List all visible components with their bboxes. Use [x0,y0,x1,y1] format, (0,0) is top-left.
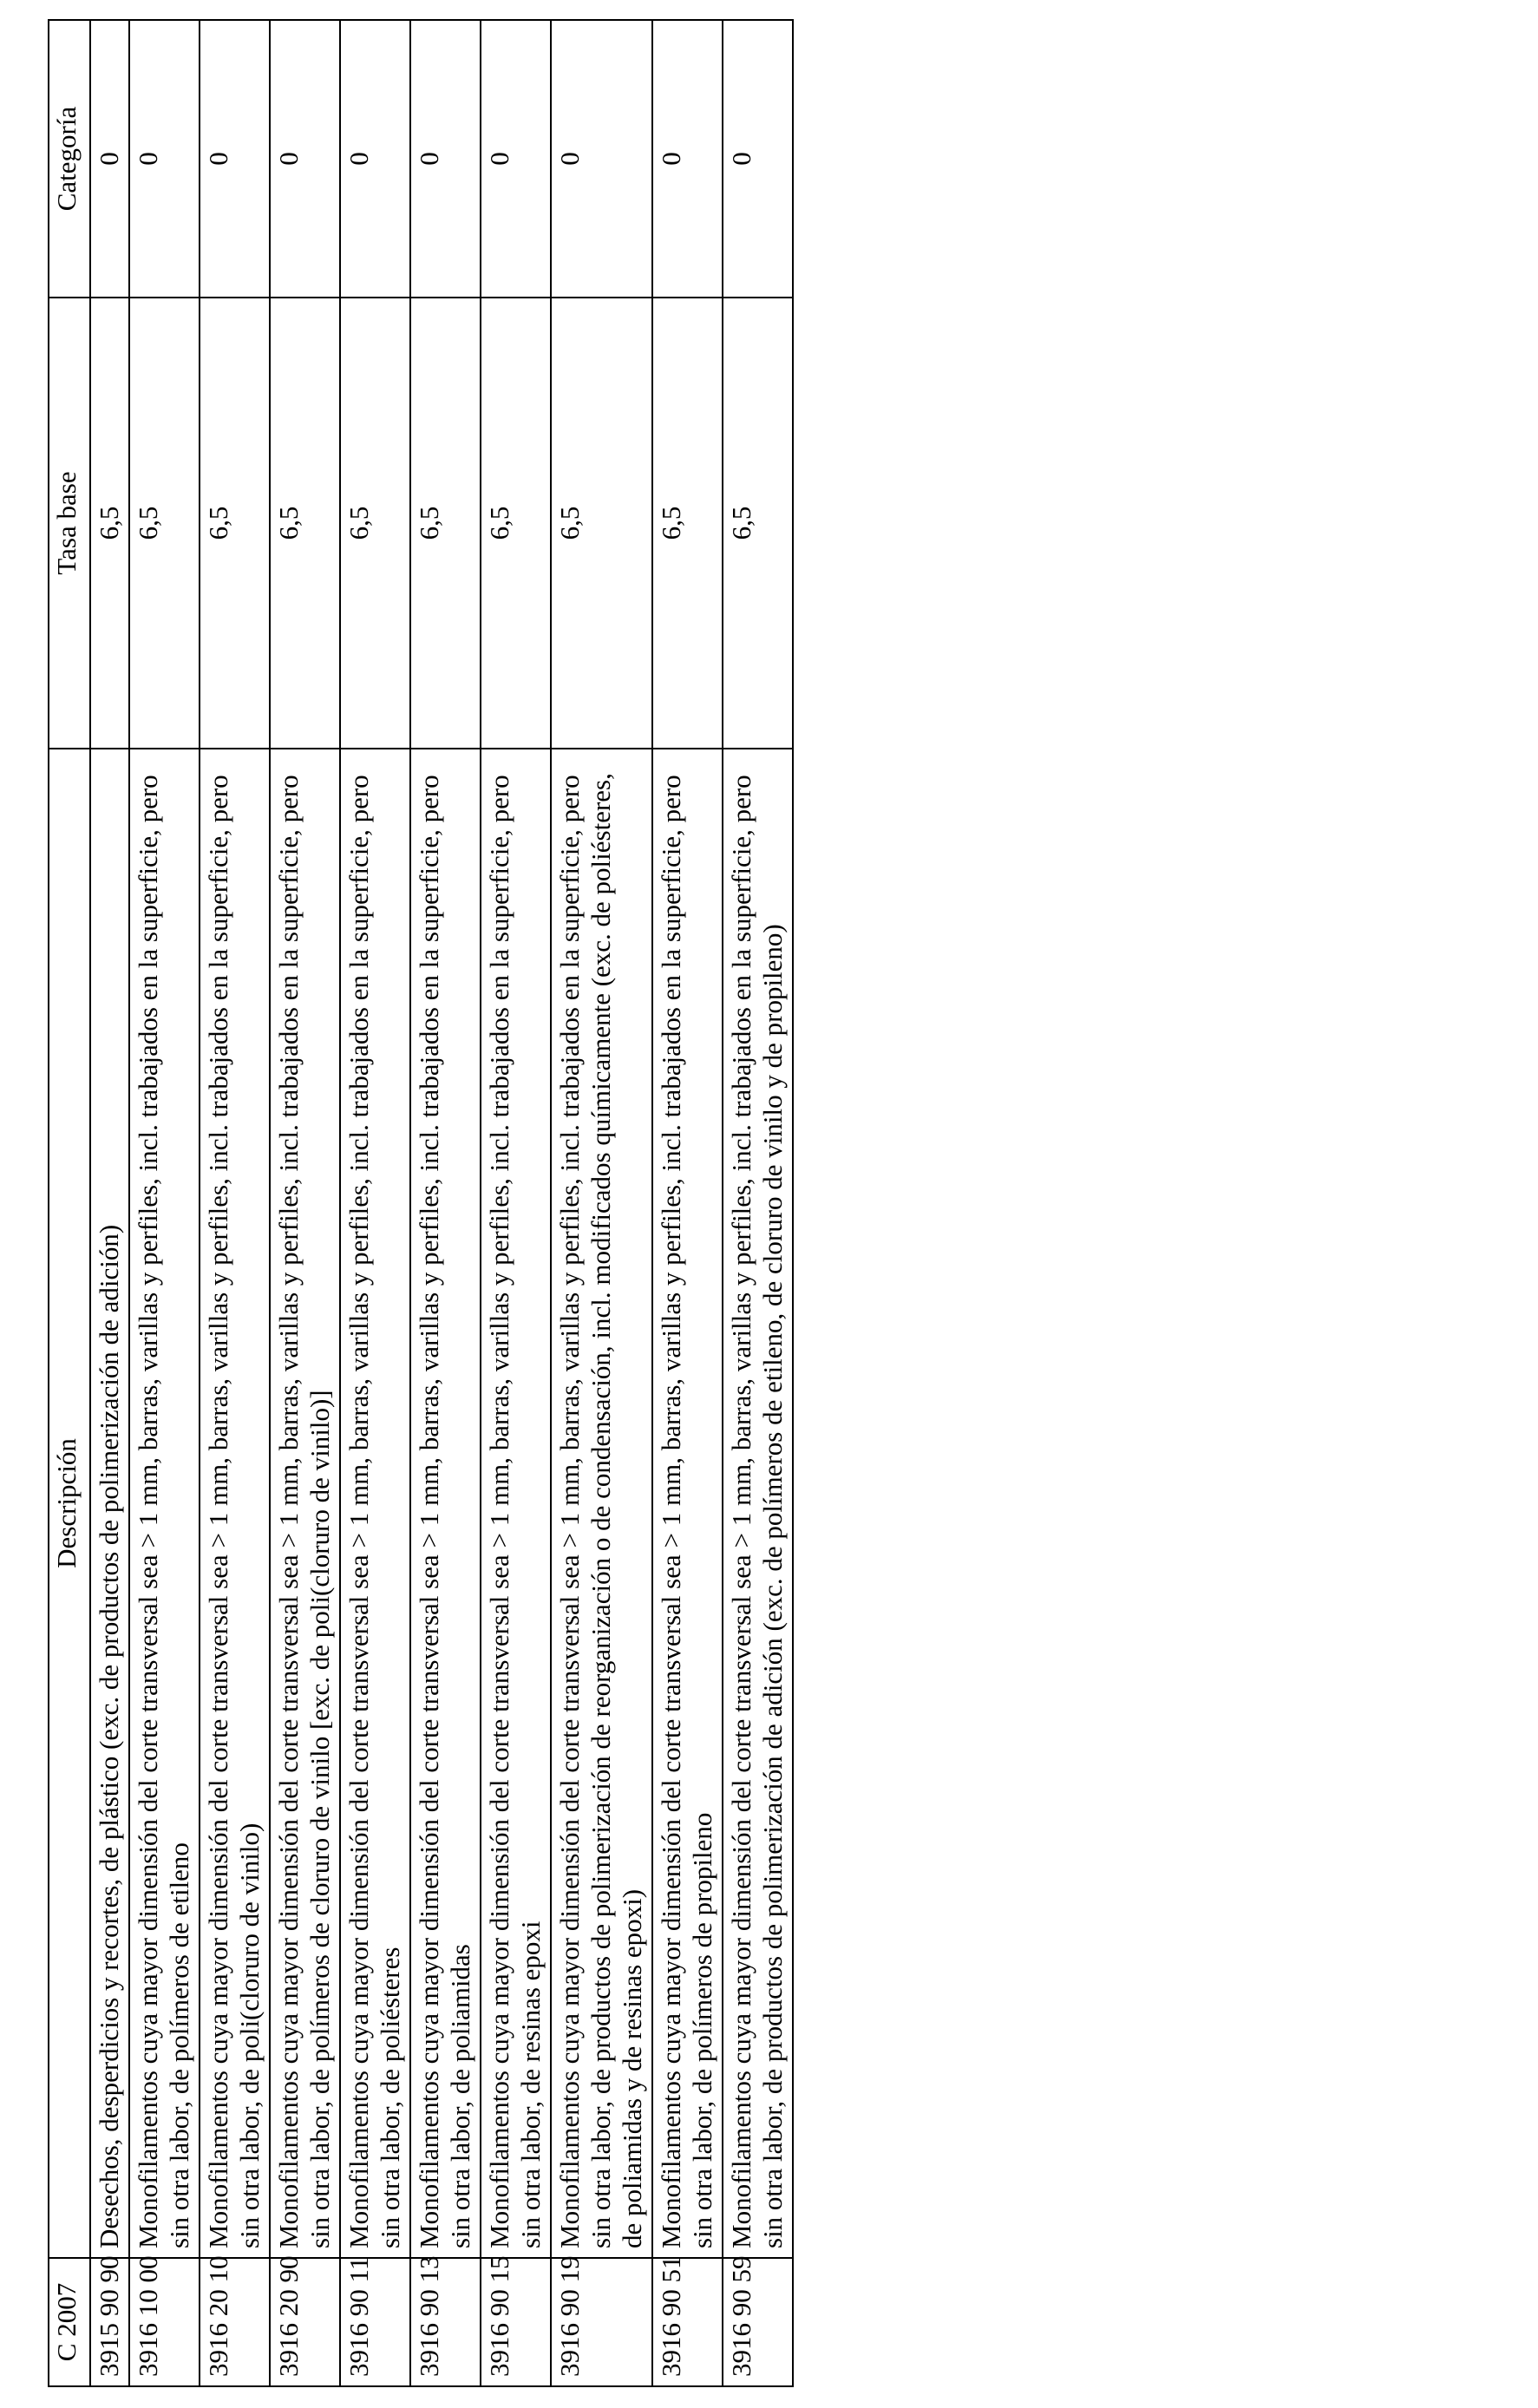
cell-description: Monofilamentos cuya mayor dimensión del corte transversal sea > 1 mm, barras, varillas y perfiles, incl. trabajados en la superficie, pero sin otra labor, de resinas epoxi [481,749,551,2258]
cell-description: Monofilamentos cuya mayor dimensión del corte transversal sea > 1 mm, barras, varillas y perfiles, incl. trabajados en la superficie, pero sin otra labor, de poli(cloruro de vinilo) [200,749,270,2258]
table-row [652,20,723,2386]
cell-base-rate: 6,5 [481,298,551,749]
cell-description: Monofilamentos cuya mayor dimensión del corte transversal sea > 1 mm, barras, varillas y perfiles, incl. trabajados en la superficie, pero sin otra labor, de poliésteres [340,749,410,2258]
cell-description: Monofilamentos cuya mayor dimensión del corte transversal sea > 1 mm, barras, varillas y perfiles, incl. trabajados en la superficie, pero sin otra labor, de productos de polimerización de reorganización o de condensación, incl. modificados químicamente (exc. de poliésteres, de poliamidas y de resinas epoxi) [551,749,652,2258]
header-category: Categoría [49,20,90,298]
cell-code: 3916 90 13 [410,2258,481,2386]
cell-code: 3916 90 59 [723,2258,793,2386]
cell-category: 0 [90,20,129,298]
cell-code: 3916 90 15 [481,2258,551,2386]
cell-category: 0 [481,20,551,298]
cell-category: 0 [652,20,723,298]
cell-description: Monofilamentos cuya mayor dimensión del corte transversal sea > 1 mm, barras, varillas y perfiles, incl. trabajados en la superficie, pero sin otra labor, de poliamidas [410,749,481,2258]
cell-description: Monofilamentos cuya mayor dimensión del corte transversal sea > 1 mm, barras, varillas y perfiles, incl. trabajados en la superficie, pero sin otra labor, de polímeros de cloruro de vinilo [exc. de poli(cloruro de vinilo)] [270,749,340,2258]
cell-code: 3915 90 90 [90,2258,129,2386]
rotated-page [48,21,1028,2387]
cell-category: 0 [270,20,340,298]
cell-description: Monofilamentos cuya mayor dimensión del corte transversal sea > 1 mm, barras, varillas y perfiles, incl. trabajados en la superficie, pero sin otra labor, de productos de polimerización de adición (exc. de polímeros de etileno, de cloruro de vinilo y de propileno) [723,749,793,2258]
cell-code: 3916 10 00 [129,2258,200,2386]
table-row [340,20,410,2386]
cell-category: 0 [723,20,793,298]
cell-code: 3916 90 19 [551,2258,652,2386]
table-row [90,20,129,2386]
table-row [551,20,652,2386]
table-row [410,20,481,2386]
table-row [129,20,200,2386]
cell-code: 3916 90 11 [340,2258,410,2386]
table-row [723,20,793,2386]
table-header-row [49,20,90,2386]
table-row [481,20,551,2386]
table-body [90,20,793,2386]
cell-base-rate: 6,5 [340,298,410,749]
cell-description: Monofilamentos cuya mayor dimensión del corte transversal sea > 1 mm, barras, varillas y perfiles, incl. trabajados en la superficie, pero sin otra labor, de polímeros de etileno [129,749,200,2258]
cell-base-rate: 6,5 [200,298,270,749]
cell-category: 0 [340,20,410,298]
header-base-rate: Tasa base [49,298,90,749]
cell-category: 0 [129,20,200,298]
cell-base-rate: 6,5 [551,298,652,749]
cell-base-rate: 6,5 [410,298,481,749]
table-row [200,20,270,2386]
cell-description: Desechos, desperdicios y recortes, de plástico (exc. de productos de polimerización de adición) [90,749,129,2258]
cell-description: Monofilamentos cuya mayor dimensión del corte transversal sea > 1 mm, barras, varillas y perfiles, incl. trabajados en la superficie, pero sin otra labor, de polímeros de propileno [652,749,723,2258]
table-row [270,20,340,2386]
cell-code: 3916 20 90 [270,2258,340,2386]
cell-category: 0 [410,20,481,298]
header-code: C 2007 [49,2258,90,2386]
cell-category: 0 [551,20,652,298]
cell-code: 3916 20 10 [200,2258,270,2386]
cell-base-rate: 6,5 [129,298,200,749]
cell-code: 3916 90 51 [652,2258,723,2386]
header-description: Descripción [49,749,90,2258]
cell-base-rate: 6,5 [652,298,723,749]
tariff-table [48,19,794,2387]
cell-base-rate: 6,5 [90,298,129,749]
cell-base-rate: 6,5 [270,298,340,749]
cell-category: 0 [200,20,270,298]
cell-base-rate: 6,5 [723,298,793,749]
